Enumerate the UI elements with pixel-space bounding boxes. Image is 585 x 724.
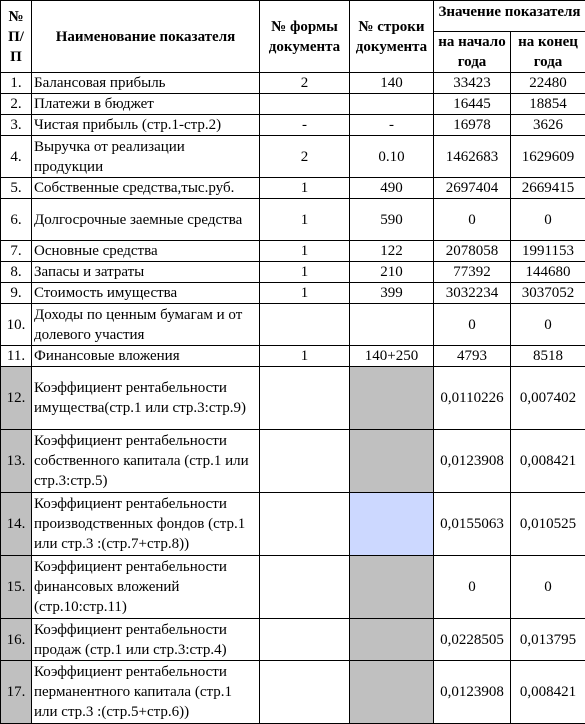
form-number-cell: [260, 661, 350, 724]
row-number-cell: 15.: [1, 556, 32, 619]
header-form: № формы документа: [260, 1, 350, 73]
end-value-cell: 8518: [511, 346, 585, 367]
table-row: [1, 199, 585, 241]
start-value-cell: 0,0123908: [434, 430, 511, 493]
end-value-cell: 22480: [511, 73, 585, 94]
header-value-label: Значение показателя: [438, 4, 581, 20]
header-value: [434, 1, 585, 32]
start-value-cell: 4793: [434, 346, 511, 367]
table-row: [1, 304, 585, 346]
end-value-cell: 0: [511, 304, 585, 346]
end-value-cell: 0: [511, 199, 585, 241]
row-code-cell: [350, 556, 434, 619]
row-code-cell: 210: [350, 262, 434, 283]
start-value-cell: 77392: [434, 262, 511, 283]
table-row: [1, 367, 585, 430]
end-value-cell: 2669415: [511, 178, 585, 199]
indicator-name-cell: Коэффициент рентабельности имущества(стр.1 или стр.3:стр.9): [32, 367, 260, 430]
form-number-cell: [260, 430, 350, 493]
indicator-name-cell: Финансовые вложения: [32, 346, 260, 367]
row-code-cell: [350, 661, 434, 724]
form-number-cell: [260, 493, 350, 556]
row-number-cell: 12.: [1, 367, 32, 430]
header-start: на начало года: [434, 32, 511, 73]
indicator-name-cell: Коэффициент рентабельности производственных фондов (стр.1 или стр.3 :(стр.7+стр.8)): [32, 493, 260, 556]
end-value-cell: 0,013795: [511, 619, 585, 661]
header-row-number: № строки документа: [350, 1, 434, 73]
row-code-cell: 399: [350, 283, 434, 304]
table-row: [1, 661, 585, 724]
indicator-name-cell: Коэффициент рентабельности перманентного капитала (стр.1 или стр.3 :(стр.5+стр.6)): [32, 661, 260, 724]
table-row: [1, 262, 585, 283]
start-value-cell: 0,0123908: [434, 661, 511, 724]
table-row: [1, 115, 585, 136]
start-value-cell: 2078058: [434, 241, 511, 262]
start-value-cell: 0,0155063: [434, 493, 511, 556]
end-value-cell: 0,010525: [511, 493, 585, 556]
row-code-cell: [350, 430, 434, 493]
row-code-cell: 0.10: [350, 136, 434, 178]
form-number-cell: 2: [260, 136, 350, 178]
indicator-name-cell: Коэффициент рентабельности продаж (стр.1 или стр.3:стр.4): [32, 619, 260, 661]
table-row: [1, 136, 585, 178]
indicator-name-cell: Коэффициент рентабельности собственного капитала (стр.1 или стр.3:стр.5): [32, 430, 260, 493]
form-number-cell: [260, 94, 350, 115]
end-value-cell: 0,008421: [511, 661, 585, 724]
indicator-name-cell: Долгосрочные заемные средства: [32, 199, 260, 241]
form-number-cell: 1: [260, 283, 350, 304]
header-end: на конец года: [511, 32, 585, 73]
end-value-cell: 0,008421: [511, 430, 585, 493]
form-number-cell: 2: [260, 73, 350, 94]
end-value-cell: 3037052: [511, 283, 585, 304]
end-value-cell: 144680: [511, 262, 585, 283]
end-value-cell: 18854: [511, 94, 585, 115]
row-code-cell: -: [350, 115, 434, 136]
form-number-cell: [260, 619, 350, 661]
indicator-name-cell: Балансовая прибыль: [32, 73, 260, 94]
row-code-cell: 490: [350, 178, 434, 199]
form-number-cell: [260, 556, 350, 619]
start-value-cell: 0,0228505: [434, 619, 511, 661]
row-code-cell: [350, 493, 434, 556]
form-number-cell: [260, 367, 350, 430]
end-value-cell: 1629609: [511, 136, 585, 178]
form-number-cell: 1: [260, 199, 350, 241]
row-number-cell: 7.: [1, 241, 32, 262]
indicator-name-cell: Платежи в бюджет: [32, 94, 260, 115]
indicator-name-cell: Доходы по ценным бумагам и от долевого участия: [32, 304, 260, 346]
row-number-cell: 5.: [1, 178, 32, 199]
row-number-cell: 3.: [1, 115, 32, 136]
row-number-cell: 11.: [1, 346, 32, 367]
form-number-cell: 1: [260, 241, 350, 262]
header-num: № П/ П: [1, 1, 32, 73]
indicator-name-cell: Стоимость имущества: [32, 283, 260, 304]
row-number-cell: 2.: [1, 94, 32, 115]
end-value-cell: 1991153: [511, 241, 585, 262]
form-number-cell: 1: [260, 262, 350, 283]
table-row: [1, 430, 585, 493]
indicator-name-cell: Собственные средства,тыс.руб.: [32, 178, 260, 199]
row-number-cell: 10.: [1, 304, 32, 346]
table-row: [1, 493, 585, 556]
row-number-cell: 14.: [1, 493, 32, 556]
table-row: [1, 283, 585, 304]
table-row: [1, 178, 585, 199]
table-body: [1, 73, 585, 724]
row-code-cell: 140+250: [350, 346, 434, 367]
row-number-cell: 8.: [1, 262, 32, 283]
start-value-cell: 3032234: [434, 283, 511, 304]
form-number-cell: 1: [260, 346, 350, 367]
row-code-cell: 590: [350, 199, 434, 241]
row-number-cell: 17.: [1, 661, 32, 724]
start-value-cell: 33423: [434, 73, 511, 94]
form-number-cell: [260, 304, 350, 346]
table-row: [1, 241, 585, 262]
table-row: [1, 94, 585, 115]
end-value-cell: 0,007402: [511, 367, 585, 430]
indicator-name-cell: Чистая прибыль (стр.1-стр.2): [32, 115, 260, 136]
row-code-cell: [350, 367, 434, 430]
start-value-cell: 0: [434, 199, 511, 241]
indicator-name-cell: Запасы и затраты: [32, 262, 260, 283]
start-value-cell: 0,0110226: [434, 367, 511, 430]
start-value-cell: 1462683: [434, 136, 511, 178]
indicator-name-cell: Выручка от реализации продукции: [32, 136, 260, 178]
table-row: [1, 346, 585, 367]
table-row: [1, 556, 585, 619]
row-number-cell: 4.: [1, 136, 32, 178]
start-value-cell: 16445: [434, 94, 511, 115]
header-name: Наименование показателя: [32, 1, 260, 73]
row-number-cell: 6.: [1, 199, 32, 241]
indicator-name-cell: Основные средства: [32, 241, 260, 262]
start-value-cell: 2697404: [434, 178, 511, 199]
table-row: [1, 619, 585, 661]
indicator-name-cell: Коэффициент рентабельности финансовых вложений (стр.10:стр.11): [32, 556, 260, 619]
form-number-cell: -: [260, 115, 350, 136]
table-row: [1, 73, 585, 94]
end-value-cell: 0: [511, 556, 585, 619]
row-code-cell: [350, 94, 434, 115]
end-value-cell: 3626: [511, 115, 585, 136]
form-number-cell: 1: [260, 178, 350, 199]
row-code-cell: 140: [350, 73, 434, 94]
row-number-cell: 1.: [1, 73, 32, 94]
row-code-cell: [350, 619, 434, 661]
row-code-cell: [350, 304, 434, 346]
row-code-cell: 122: [350, 241, 434, 262]
row-number-cell: 9.: [1, 283, 32, 304]
start-value-cell: 0: [434, 304, 511, 346]
header-row: [1, 1, 585, 32]
row-number-cell: 16.: [1, 619, 32, 661]
start-value-cell: 16978: [434, 115, 511, 136]
row-number-cell: 13.: [1, 430, 32, 493]
start-value-cell: 0: [434, 556, 511, 619]
